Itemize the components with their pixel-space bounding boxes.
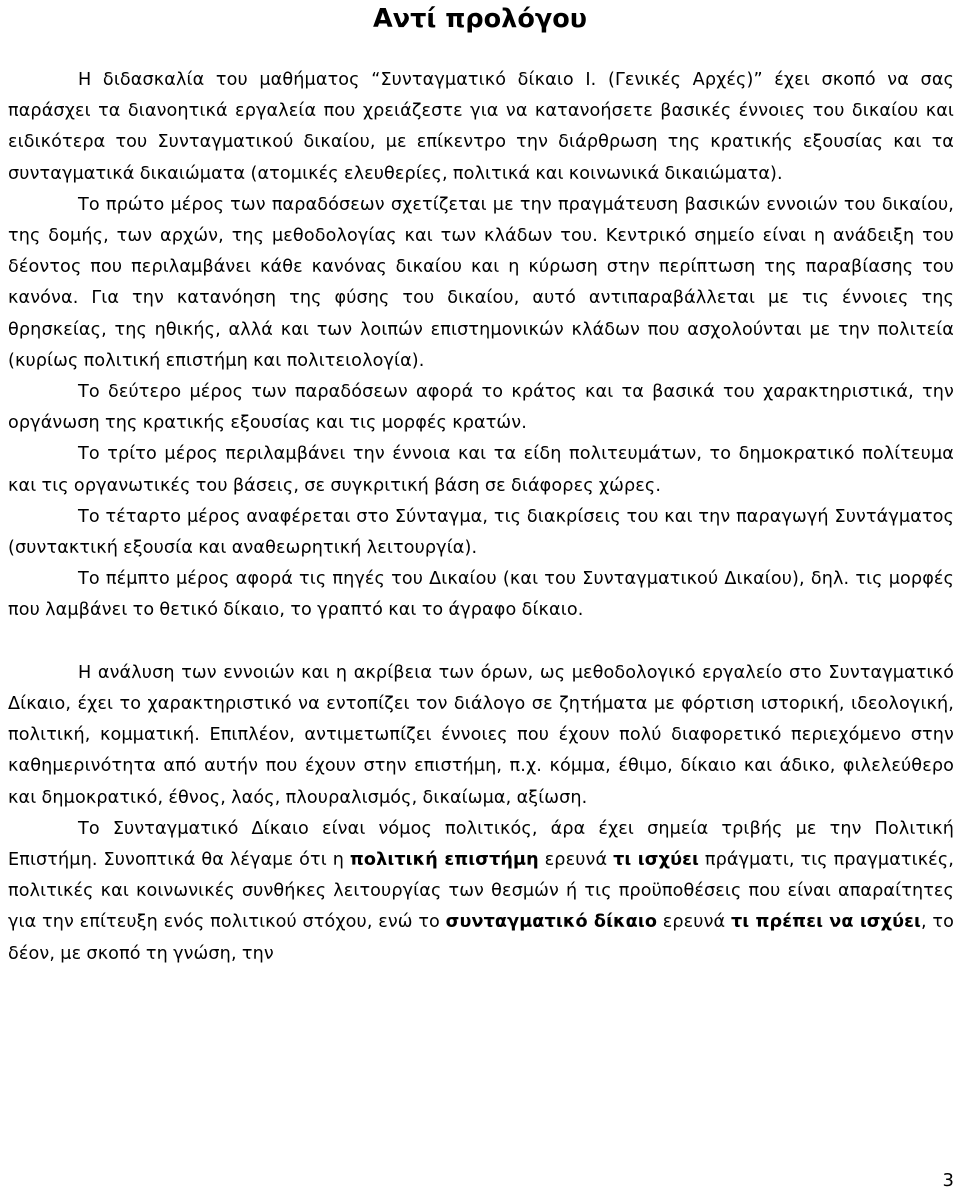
paragraph-concept-analysis: Η ανάλυση των εννοιών και η ακρίβεια των όρων, ως μεθοδολογικό εργαλείο στο Συνταγματικό Δίκαιο, έχει το χαρακτηριστικό να εντοπίζει τον διάλογο σε ζητήματα με φόρτιση ιστορική, ιδεολογική, πολιτική, κομματική. Επιπλέον, αντιμετωπίζει έννοιες που έχουν πολύ διαφορετικό περιεχόμενο στην καθημερινότητα από αυτήν που έχουν στην επιστήμη, π.χ. κόμμα, έθιμο, δίκαιο και άδικο, φιλελεύθερο και δημοκρατικό, έθνος, λαός, πλουραλισμός, δικαίωμα, αξίωση. bbox=[8, 662, 954, 808]
emphasis-constitutional-law: συνταγματικό δίκαιο bbox=[445, 912, 658, 933]
page-title: Αντί προλόγου bbox=[373, 4, 587, 34]
emphasis-what-applies: τι ισχύει bbox=[613, 850, 699, 871]
paragraph-text-segment: ερευνά bbox=[657, 912, 731, 933]
paragraph-text-segment: πράγματι, τις πραγματικές, πολιτικές και κοινωνικές συνθήκες λειτουργίας των θεσμών ή τις προϋποθέσεις που είναι απαραίτητες για την επίτευξη ενός πολιτικού στόχου, ενώ το bbox=[8, 850, 954, 933]
paragraph-text-segment: ερευνά bbox=[538, 850, 614, 871]
emphasis-political-science: πολιτική επιστήμη bbox=[349, 850, 539, 871]
paragraph-political-science bbox=[8, 814, 954, 970]
paragraph-intro: Η διδασκαλία του μαθήματος “Συνταγματικό δίκαιο Ι. (Γενικές Αρχές)” έχει σκοπό να σας παράσχει τα διανοητικά εργαλεία που χρειάζεστε για να κατανοήσετε βασικές έννοιες του δικαίου και ειδικότερα του Συνταγματικού δικαίου, με επίκεντρο την διάρθρωση της κρατικής εξουσίας και τα συνταγματικά δικαιώματα (ατομικές ελευθερίες, πολιτικά και κοινωνικά δικαιώματα). bbox=[8, 70, 954, 184]
paragraph-part-five: Το πέμπτο μέρος αφορά τις πηγές του Δικαίου (και του Συνταγματικού Δικαίου), δηλ. τις μορφές που λαμβάνει το θετικό δίκαιο, το γραπτό και το άγραφο δίκαιο. bbox=[8, 569, 954, 621]
paragraph-part-one: Το πρώτο μέρος των παραδόσεων σχετίζεται με την πραγμάτευση βασικών εννοιών του δικαίου, της δομής, των αρχών, της μεθοδολογίας και των κλάδων του. Κεντρικό σημείο είναι η ανάδειξη του δέοντος που περιλαμβάνει κάθε κανόνας δικαίου και η κύρωση στην περίπτωση της παραβίασης του κανόνα. Για την κατανόηση της φύσης του δικαίου, αυτό αντιπαραβάλλεται με τις έννοιες της θρησκείας, της ηθικής, αλλά και των λοιπών επιστημονικών κλάδων που ασχολούνται με την πολιτεία (κυρίως πολιτική επιστήμη και πολιτειολογία). bbox=[8, 194, 954, 371]
emphasis-what-should-apply: τι πρέπει να ισχύει bbox=[730, 912, 921, 933]
document-body bbox=[8, 65, 954, 970]
paragraph-part-two: Το δεύτερο μέρος των παραδόσεων αφορά το κράτος και τα βασικά του χαρακτηριστικά, την οργάνωση της κρατικής εξουσίας και τις μορφές κρατών. bbox=[8, 382, 954, 434]
paragraph-text-segment: Το Συνταγματικό Δίκαιο είναι νόμος πολιτικός, άρα έχει σημεία τριβής με την Πολιτική Επιστήμη. Συνοπτικά θα λέγαμε ότι η bbox=[8, 818, 954, 871]
paragraph-part-four: Το τέταρτο μέρος αναφέρεται στο Σύνταγμα, τις διακρίσεις του και την παραγωγή Συντάγματος (συντακτική εξουσία και αναθεωρητική λειτουργία). bbox=[8, 506, 954, 559]
paragraph-text-segment: , το δέον, με σκοπό τη γνώση, την bbox=[8, 912, 954, 964]
paragraph-part-three: Το τρίτο μέρος περιλαμβάνει την έννοια και τα είδη πολιτευμάτων, το δημοκρατικό πολίτευμα και τις οργανωτικές του βάσεις, σε συγκριτική βάση σε διάφορες χώρες. bbox=[8, 444, 954, 496]
page-number: 3 bbox=[942, 1170, 954, 1191]
